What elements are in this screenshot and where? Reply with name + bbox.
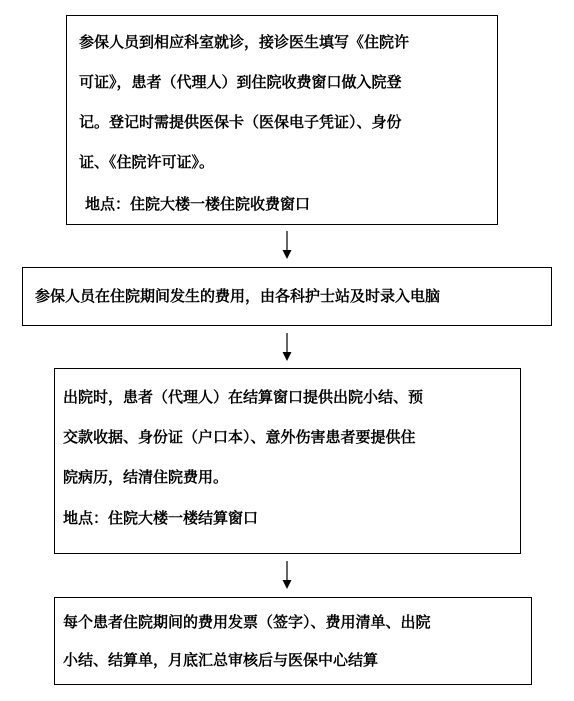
step-1-box <box>66 15 498 225</box>
step-3-line-1: 出院时，患者（代理人）在结算窗口提供出院小结、预 <box>63 388 424 406</box>
step-4-box <box>54 597 532 685</box>
arrow-down-icon <box>281 231 293 259</box>
step-2-line-1: 参保人员在住院期间发生的费用，由各科护士站及时录入电脑 <box>35 287 441 305</box>
step-3-location: 地点：住院大楼一楼结算窗口 <box>63 509 259 527</box>
step-1-line-3: 记。登记时需提供医保卡（医保电子凭证）、身份 <box>79 113 402 131</box>
step-1-line-4: 证、《住院许可证》。 <box>79 153 215 171</box>
step-3-line-2: 交款收据、身份证（户口本）、意外伤害患者要提供住 <box>63 428 416 446</box>
arrow-down-icon <box>281 333 293 361</box>
step-1-location: 地点：住院大楼一楼住院收费窗口 <box>85 195 311 213</box>
step-3-box <box>54 368 521 554</box>
step-4-line-2: 小结、结算单，月底汇总审核后与医保中心结算 <box>63 651 379 669</box>
arrow-down-icon <box>281 561 293 589</box>
step-3-line-3: 院病历，结清住院费用。 <box>63 468 229 486</box>
step-1-line-1: 参保人员到相应科室就诊，接诊医生填写《住院许 <box>79 33 410 51</box>
step-4-line-1: 每个患者住院期间的费用发票（签字）、费用清单、出院 <box>63 613 431 631</box>
step-1-line-2: 可证》，患者（代理人）到住院收费窗口做入院登 <box>79 73 402 91</box>
step-2-box <box>22 267 552 326</box>
